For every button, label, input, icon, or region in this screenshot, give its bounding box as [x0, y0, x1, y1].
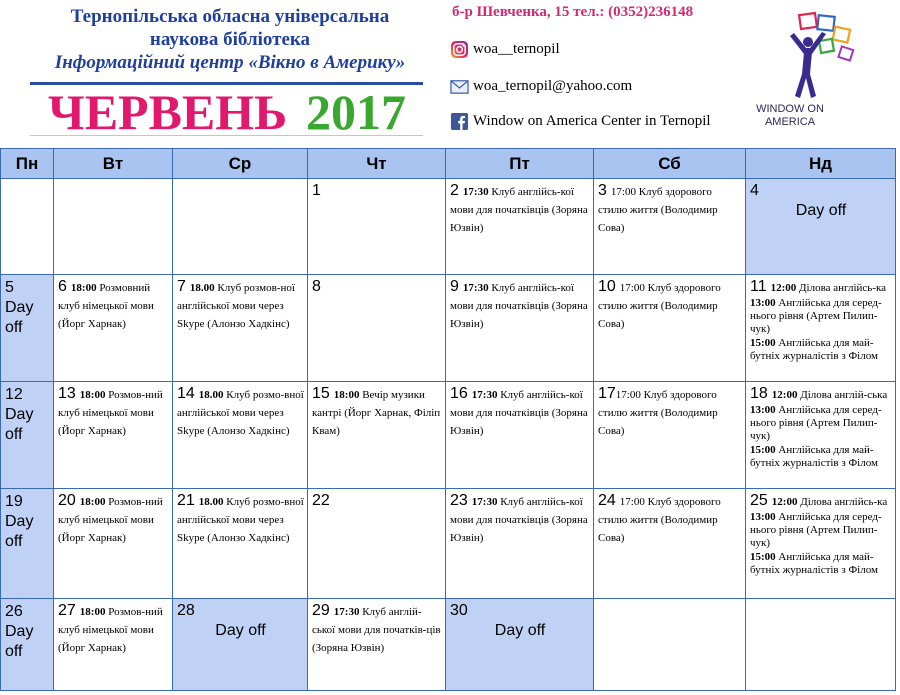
day-off-cell	[1, 275, 54, 382]
day-off-label: Day off	[494, 622, 546, 639]
weekday-sat: Сб	[594, 149, 746, 179]
day-number: 20	[58, 492, 76, 509]
week-row	[1, 179, 896, 275]
event-time: 18:00	[79, 389, 106, 401]
day-off-cell	[1, 382, 54, 489]
day-cell	[308, 275, 446, 382]
event-time: 17:30	[471, 496, 498, 508]
day-number: 18	[750, 385, 768, 402]
day-off-label: Day off	[5, 406, 34, 443]
event-time: 17:30	[333, 606, 360, 618]
center-name: Інформаційний центр «Вікно в Америку»	[54, 52, 406, 73]
day-number: 21	[177, 492, 195, 509]
weekday-sun: Нд	[746, 149, 896, 179]
empty-day-cell	[594, 599, 746, 691]
event-time: 18:00	[79, 606, 106, 618]
event-time: 18:00	[79, 496, 106, 508]
event-time: 17:30	[462, 186, 489, 198]
day-number: 9	[450, 278, 459, 295]
day-off-cell	[1, 599, 54, 691]
weekday-header-row	[1, 149, 896, 179]
event-text: Ділова англій-ська	[800, 389, 888, 401]
week-row	[1, 382, 896, 489]
weekday-wed: Ср	[173, 149, 308, 179]
logo-caption	[740, 103, 840, 129]
day-off-label: Day off	[5, 513, 34, 550]
event-text: Клуб англійсь-кої мови для початківців (Зоряна Юзвін)	[450, 389, 588, 437]
day-cell	[54, 275, 173, 382]
empty-day-cell	[173, 179, 308, 275]
event-text: Клуб розмов-ної англійської мови через Skype (Алонзо Хадкінс)	[177, 282, 295, 330]
day-number: 10	[598, 278, 616, 295]
instagram-icon	[450, 40, 469, 59]
address: б-р Шевченка, 15 тел.: (0352)236148	[452, 4, 694, 20]
day-number: 3	[598, 182, 607, 199]
day-number: 29	[312, 602, 330, 619]
day-cell	[446, 489, 594, 599]
day-cell	[594, 275, 746, 382]
day-number: 25	[750, 492, 768, 509]
day-cell	[173, 382, 308, 489]
event-text: Клуб англійсь-кої мови для початківців (Зоряна Юзвін)	[450, 496, 588, 544]
event-time: 17:00	[610, 186, 636, 198]
day-number: 24	[598, 492, 616, 509]
event-text: Клуб здорового стилю життя (Володимир Сова)	[598, 389, 718, 437]
week-row	[1, 599, 896, 691]
event-text: Розмовний клуб німецької мови (Йорг Харнак)	[58, 282, 154, 330]
event-text: Клуб розмо-вної англійської мови через Skype (Алонзо Хадкінс)	[177, 496, 304, 544]
email-icon	[450, 77, 469, 96]
event-time: 17:30	[462, 282, 489, 294]
month-year: 2017	[306, 84, 406, 140]
event-time: 15:00	[750, 444, 776, 456]
event-time: 12:00	[771, 496, 798, 508]
empty-day-cell	[54, 179, 173, 275]
event-text: Розмов-ний клуб німецької мови (Йорг Харнак)	[58, 606, 163, 654]
empty-day-cell	[1, 179, 54, 275]
event-text: Англійська для май-бутніх журналістів з Філом	[750, 551, 878, 576]
day-number: 28	[177, 602, 195, 619]
empty-day-cell	[746, 599, 896, 691]
day-number: 13	[58, 385, 76, 402]
event-time: 15:00	[750, 551, 776, 563]
event-time: 13:00	[750, 511, 776, 523]
logo-caption-line1: WINDOW ON	[756, 103, 824, 115]
event-time: 15:00	[750, 337, 776, 349]
event-text: Англійська для май-бутніх журналістів з Філом	[750, 337, 878, 362]
day-cell	[173, 275, 308, 382]
facebook-page: Window on America Center in Ternopil	[473, 113, 711, 129]
event-text: Англійська для серед-нього рівня (Артем Пилип-чук)	[750, 404, 882, 442]
event-time: 17:00	[615, 389, 641, 401]
day-number: 14	[177, 385, 195, 402]
day-cell	[594, 382, 746, 489]
facebook-icon	[450, 112, 469, 131]
instagram-contact[interactable]	[450, 40, 560, 59]
day-cell	[746, 275, 896, 382]
event-text: Клуб розмо-вної англійської мови через Skype (Алонзо Хадкінс)	[177, 389, 304, 437]
weekday-mon: Пн	[1, 149, 54, 179]
event-text: Вечір музики кантрі (Йорг Харнак, Філіп Квам)	[312, 389, 441, 437]
day-number: 16	[450, 385, 468, 402]
day-off-cell	[446, 599, 594, 691]
month-name: ЧЕРВЕНЬ	[48, 84, 288, 140]
event-text: Клуб англійсь-кої мови для початківців (Зоряна Юзвін)	[450, 282, 588, 330]
library-name-line2: наукова бібліотека	[149, 29, 311, 50]
day-number: 19	[5, 493, 23, 510]
day-cell	[594, 489, 746, 599]
event-time: 18.00	[198, 496, 224, 508]
day-number: 30	[450, 602, 468, 619]
event-time: 18.00	[189, 282, 215, 294]
day-cell	[308, 599, 446, 691]
day-cell	[54, 489, 173, 599]
day-number: 2	[450, 182, 459, 199]
event-time: 17:00	[619, 496, 645, 508]
day-number: 11	[750, 278, 767, 295]
event-time: 18.00	[198, 389, 224, 401]
day-number: 4	[750, 182, 759, 199]
day-off-label: Day off	[5, 623, 34, 660]
day-number: 15	[312, 385, 330, 402]
day-cell	[54, 599, 173, 691]
day-number: 6	[58, 278, 67, 295]
day-number: 23	[450, 492, 468, 509]
event-text: Розмов-ний клуб німецької мови (Йорг Харнак)	[58, 389, 163, 437]
day-number: 7	[177, 278, 186, 295]
month-banner	[30, 82, 423, 140]
calendar-grid	[0, 148, 896, 691]
event-text: Англійська для серед-нього рівня (Артем Пилип-чук)	[750, 511, 882, 549]
weekday-thu: Чт	[308, 149, 446, 179]
event-text: Клуб англійсь-кої мови для початківців (Зоряна Юзвін)	[450, 186, 588, 234]
event-time: 13:00	[750, 297, 776, 309]
event-time: 12:00	[770, 282, 797, 294]
library-name-line1: Тернопільська обласна універсальна	[70, 6, 390, 27]
day-off-cell	[1, 489, 54, 599]
day-cell	[594, 179, 746, 275]
day-off-label: Day off	[215, 622, 266, 639]
day-cell	[54, 382, 173, 489]
email-contact[interactable]	[450, 77, 632, 96]
event-text: Англійська для серед-нього рівня (Артем Пилип-чук)	[750, 297, 882, 335]
event-time: 17:00	[619, 282, 645, 294]
day-cell	[446, 179, 594, 275]
day-number: 8	[312, 278, 321, 295]
weekday-tue: Вт	[54, 149, 173, 179]
event-text: Розмов-ний клуб німецької мови (Йорг Харнак)	[58, 496, 163, 544]
day-off-cell	[746, 179, 896, 275]
facebook-contact[interactable]	[450, 112, 711, 131]
day-number: 26	[5, 603, 23, 620]
event-text: Клуб здорового стилю життя (Володимир Сова)	[598, 282, 721, 330]
week-row	[1, 489, 896, 599]
day-number: 22	[312, 492, 330, 509]
day-cell	[308, 382, 446, 489]
event-time: 13:00	[750, 404, 776, 416]
day-off-label: Day off	[5, 299, 34, 336]
day-cell	[308, 179, 446, 275]
page-header	[0, 0, 900, 148]
event-text: Ділова англійсь-ка	[800, 496, 888, 508]
event-text: Клуб англій-ської мови для початків-ців (Зоряна Юзвін)	[312, 606, 441, 654]
event-text: Клуб здорового стилю життя (Володимир Сова)	[598, 186, 718, 234]
day-off-cell	[173, 599, 308, 691]
logo-caption-line2: AMERICA	[764, 116, 816, 128]
day-cell	[446, 275, 594, 382]
day-cell	[746, 382, 896, 489]
day-cell	[173, 489, 308, 599]
day-number: 1	[312, 182, 321, 199]
email-address: woa_ternopil@yahoo.com	[473, 78, 633, 94]
event-time: 12:00	[771, 389, 798, 401]
event-time: 18:00	[70, 282, 97, 294]
day-number: 5	[5, 279, 14, 296]
event-time: 18:00	[333, 389, 360, 401]
day-number: 27	[58, 602, 76, 619]
day-off-label: Day off	[795, 202, 847, 219]
day-cell	[308, 489, 446, 599]
event-time: 17:30	[471, 389, 498, 401]
weekday-fri: Пт	[446, 149, 594, 179]
week-row	[1, 275, 896, 382]
day-number: 12	[5, 386, 23, 403]
event-text: Клуб здорового стилю життя (Володимир Сова)	[598, 496, 721, 544]
event-text: Ділова англійсь-ка	[799, 282, 887, 294]
day-number: 17	[598, 385, 616, 402]
day-cell	[446, 382, 594, 489]
day-cell	[746, 489, 896, 599]
instagram-handle: woa__ternopil	[473, 41, 560, 57]
event-text: Англійська для май-бутніх журналістів з Філом	[750, 444, 878, 469]
